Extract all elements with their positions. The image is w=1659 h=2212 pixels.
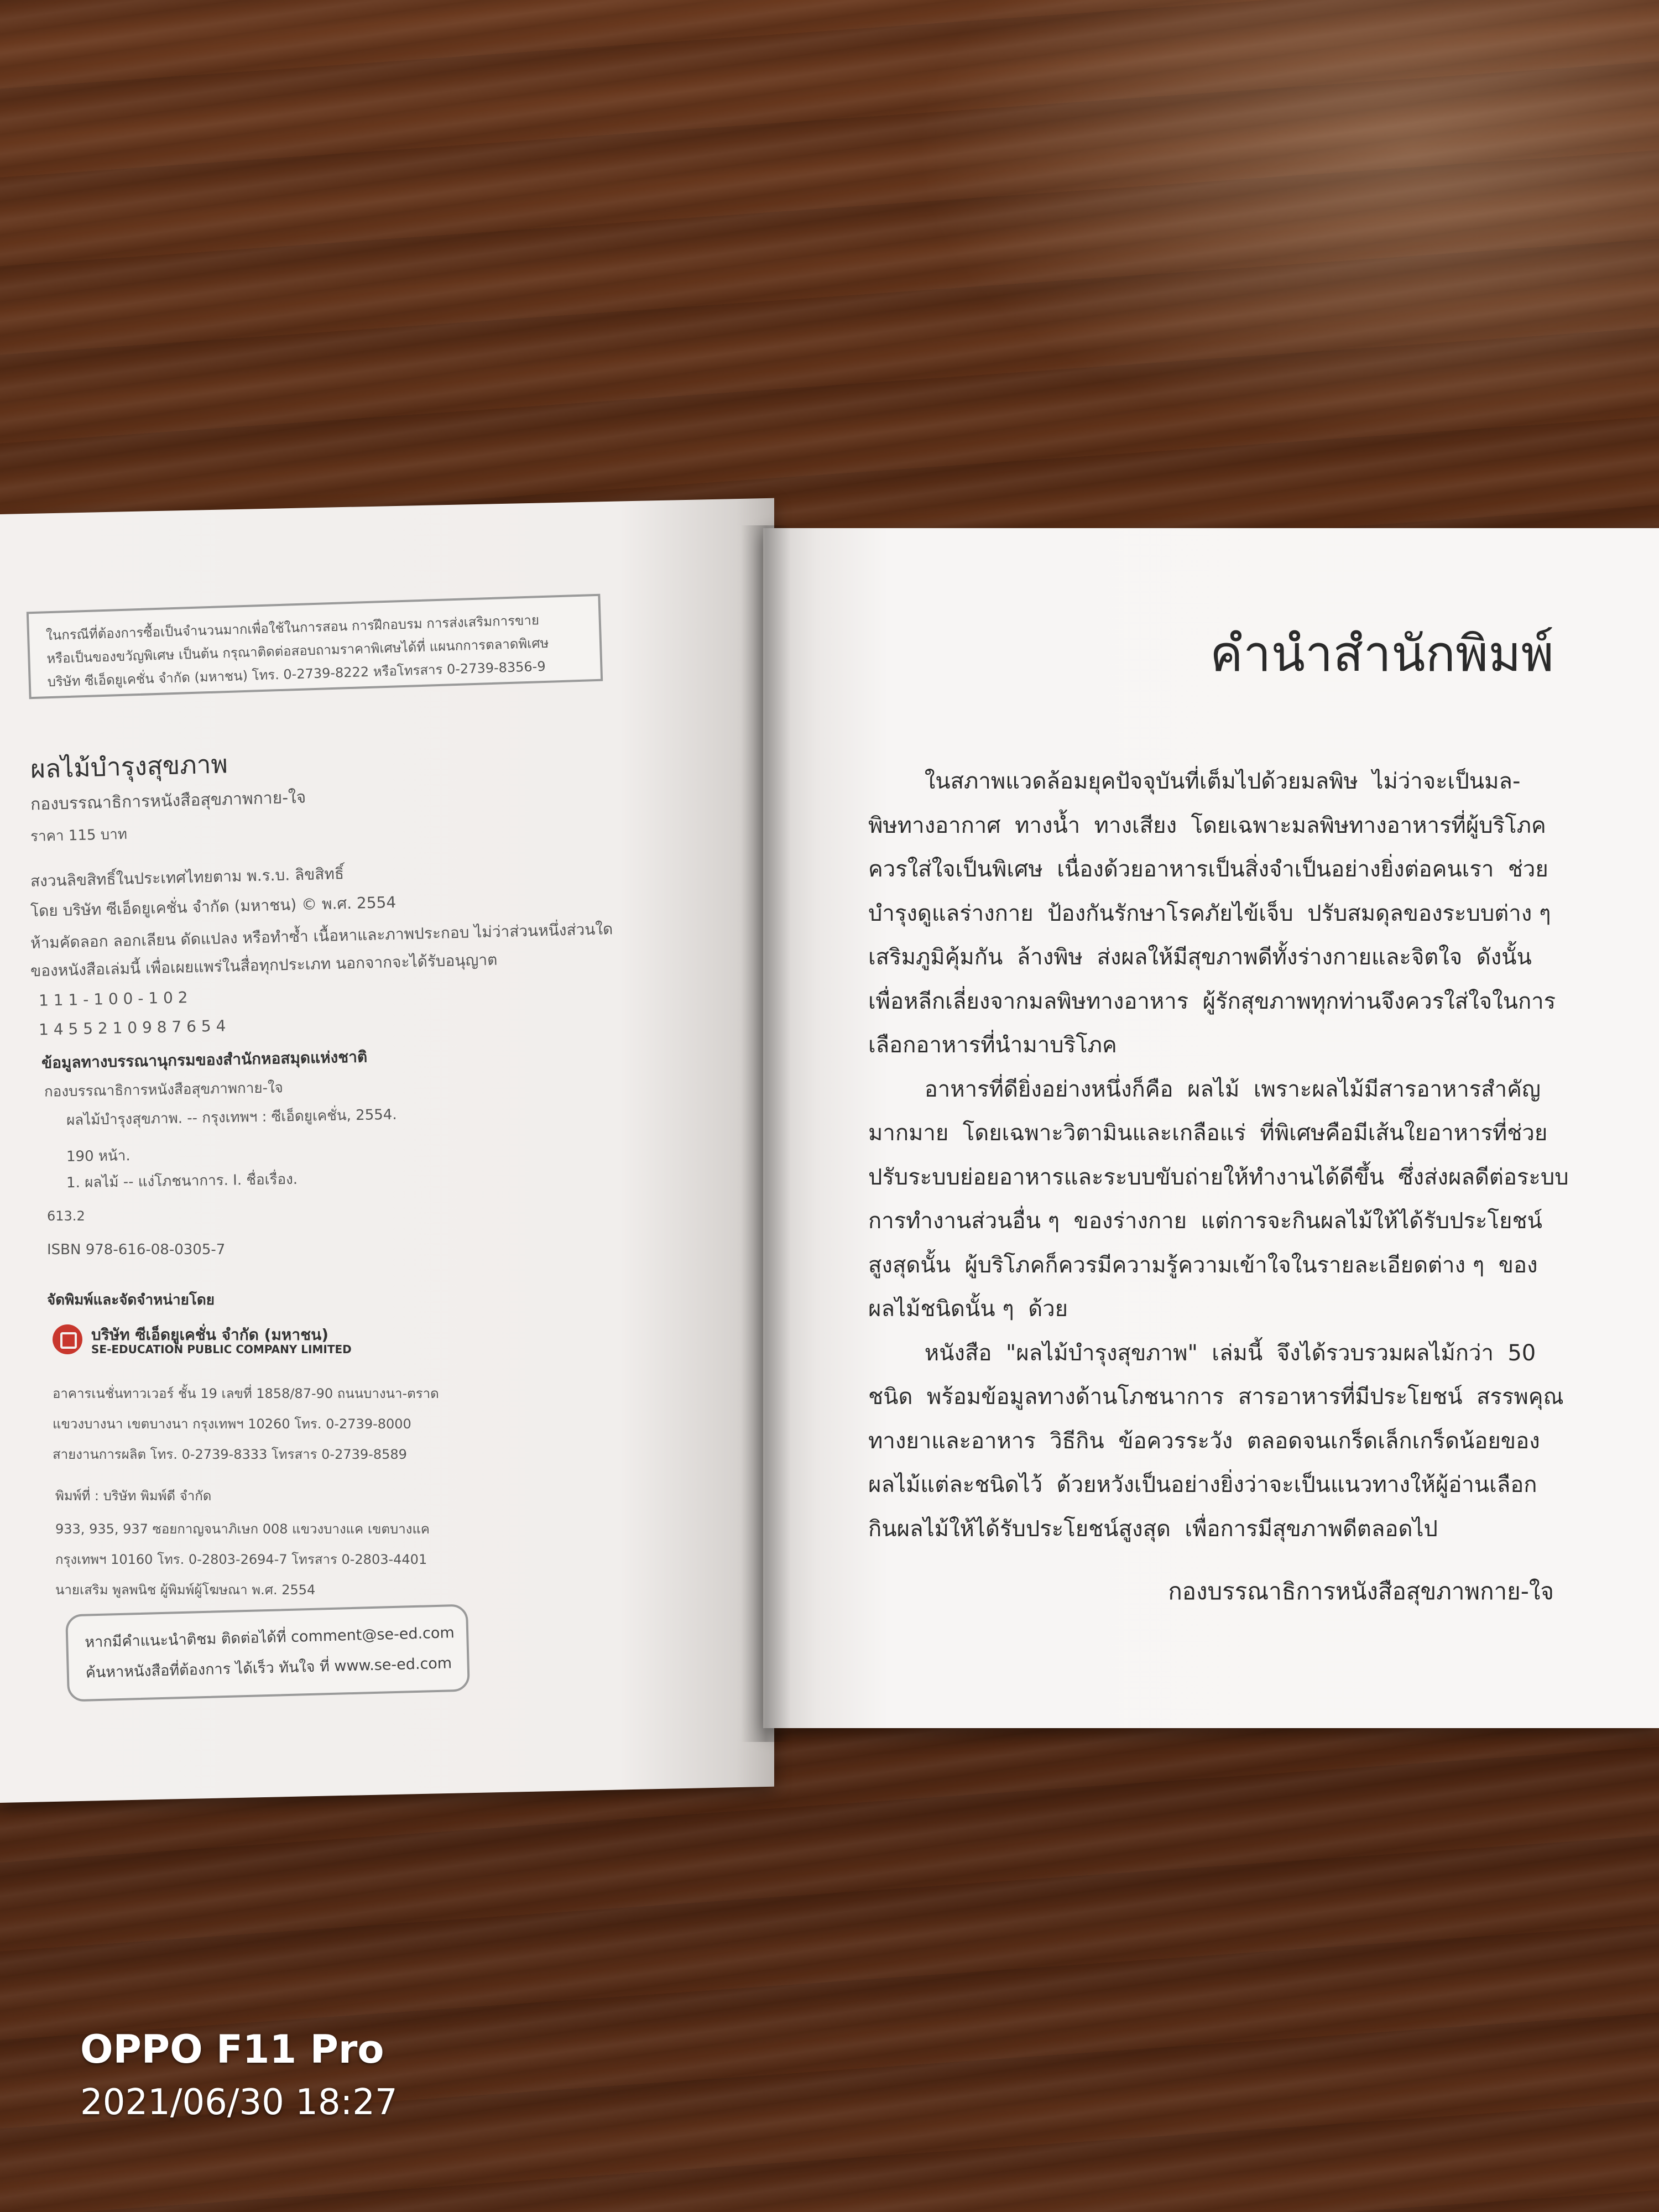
preface-line: ชนิด พร้อมข้อมูลทางด้านโภชนาการ สารอาหารที่มีประโยชน์ สรรพคุณ [868, 1384, 1564, 1410]
page-title: คำนำสำนักพิมพ์ [1209, 625, 1554, 683]
preface-line: เพื่อหลีกเลี่ยงจากมลพิษทางอาหาร ผู้รักสุขภาพทุกท่านจึงควรใส่ใจในการ [868, 988, 1556, 1014]
preface-line: การทำงานส่วนอื่น ๆ ของร่างกาย แต่การจะกินผลไม้ให้ได้รับประโยชน์ [868, 1208, 1542, 1234]
book-gutter-shadow [741, 525, 791, 1742]
preface-line: เลือกอาหารที่นำมาบริโภค [868, 1032, 1117, 1058]
publisher-name-en: SE-EDUCATION PUBLIC COMPANY LIMITED [91, 1343, 352, 1356]
catalog-line: 190 หน้า. [66, 1147, 131, 1165]
catalog-line: ผลไม้บำรุงสุขภาพ. -- กรุงเทพฯ : ซีเอ็ดยูเคชั่น, 2554. [66, 1106, 397, 1129]
printer-line: นายเสริม พูลพนิช ผู้พิมพ์ผู้โฆษณา พ.ศ. 2554 [55, 1582, 316, 1598]
notice-line: ในกรณีที่ต้องการซื้อเป็นจำนวนมากเพื่อใช้ในการสอน การฝึกอบรม การส่งเสริมการขาย [45, 612, 540, 644]
publisher-address-line: สายงานการผลิต โทร. 0-2739-8333 โทรสาร 0-2739-8589 [53, 1447, 407, 1462]
preface-line: อาหารที่ดียิ่งอย่างหนึ่งก็คือ ผลไม้ เพราะผลไม้มีสารอาหารสำคัญ [868, 1076, 1541, 1102]
editor-name: กองบรรณาธิการหนังสือสุขภาพกาย-ใจ [30, 787, 306, 815]
publisher-heading: จัดพิมพ์และจัดจำหน่ายโดย [47, 1292, 215, 1308]
price: ราคา 115 บาท [30, 826, 128, 846]
preface-line: ควรใส่ใจเป็นพิเศษ เนื่องด้วยอาหารเป็นสิ่งจำเป็นอย่างยิ่งต่อคนเรา ช่วย [868, 857, 1548, 882]
preface-line: ผลไม้ชนิดนั้น ๆ ด้วย [868, 1296, 1068, 1322]
catalog-line: 1. ผลไม้ -- แง่โภชนาการ. I. ชื่อเรื่อง. [66, 1171, 298, 1192]
book-title: ผลไม้บำรุงสุขภาพ [30, 749, 228, 784]
code-line: 1 4 5 5 2 1 0 9 8 7 6 5 4 [38, 1016, 226, 1039]
copyright-line: สงวนลิขสิทธิ์ในประเทศไทยตาม พ.ร.บ. ลิขสิทธิ์ [30, 864, 345, 890]
publisher-address-line: แขวงบางนา เขตบางนา กรุงเทพฯ 10260 โทร. 0-2739-8000 [53, 1416, 411, 1432]
bulk-order-notice-box [27, 594, 603, 700]
preface-signature: กองบรรณาธิการหนังสือสุขภาพกาย-ใจ [1168, 1578, 1554, 1605]
preface-line: พิษทางอากาศ ทางน้ำ ทางเสียง โดยเฉพาะมลพิษทางอาหารที่ผู้บริโภค [868, 812, 1546, 838]
preface-line: ในสภาพแวดล้อมยุคปัจจุบันที่เต็มไปด้วยมลพิษ ไม่ว่าจะเป็นมล- [868, 769, 1521, 794]
catalog-heading: ข้อมูลทางบรรณานุกรมของสำนักหอสมุดแห่งชาติ [41, 1047, 368, 1072]
contact-box [65, 1604, 470, 1702]
preface-line: สูงสุดนั้น ผู้บริโภคก็ควรมีความรู้ความเข้าใจในรายละเอียดต่าง ๆ ของ [868, 1252, 1538, 1278]
publisher-address-line: อาคารเนชั่นทาวเวอร์ ชั้น 19 เลขที่ 1858/87-90 ถนนบางนา-ตราด [53, 1386, 439, 1401]
code-line: 1 1 1 - 1 0 0 - 1 0 2 [38, 988, 188, 1010]
isbn: ISBN 978-616-08-0305-7 [47, 1241, 226, 1258]
preface-line: เสริมภูมิคุ้มกัน ล้างพิษ ส่งผลให้มีสุขภาพดีทั้งร่างกายและจิตใจ ดังนั้น [868, 945, 1532, 970]
contact-email-line: หากมีคำแนะนำติชม ติดต่อได้ที่ comment@se-ed.com [84, 1624, 455, 1651]
catalog-line: กองบรรณาธิการหนังสือสุขภาพกาย-ใจ [44, 1079, 284, 1100]
printer-line: กรุงเทพฯ 10160 โทร. 0-2803-2694-7 โทรสาร 0-2803-4401 [55, 1552, 427, 1567]
copyright-line: ห้ามคัดลอก ลอกเลียน ดัดแปลง หรือทำซ้ำ เนื้อหาและภาพประกอบ ไม่ว่าส่วนหนึ่งส่วนใด [30, 920, 613, 952]
printer-line: พิมพ์ที่ : บริษัท พิมพ์ดี จำกัด [55, 1488, 212, 1504]
contact-web-line: ค้นหาหนังสือที่ต้องการ ได้เร็ว ทันใจ ที่ www.se-ed.com [85, 1655, 452, 1682]
catalog-line: 613.2 [47, 1208, 85, 1224]
preface-line: ผลไม้แต่ละชนิดไว้ ด้วยหวังเป็นอย่างยิ่งว่าจะเป็นแนวทางให้ผู้อ่านเลือก [868, 1472, 1537, 1498]
preface-line: ทางยาและอาหาร วิธีกิน ข้อควรระวัง ตลอดจนเกร็ดเล็กเกร็ดน้อยของ [868, 1428, 1540, 1454]
preface-line: บำรุงดูแลร่างกาย ป้องกันรักษาโรคภัยไข้เจ็บ ปรับสมดุลของระบบต่าง ๆ [868, 900, 1551, 926]
preface-line: มากมาย โดยเฉพาะวิตามินและเกลือแร่ ที่พิเศษคือมีเส้นใยอาหารที่ช่วย [868, 1120, 1548, 1146]
preface-line: กินผลไม้ให้ได้รับประโยชน์สูงสุด เพื่อการมีสุขภาพดีตลอดไป [868, 1516, 1438, 1542]
timestamp-watermark: 2021/06/30 18:27 [80, 2082, 398, 2123]
light-glare [830, 0, 1659, 498]
notice-line: บริษัท ซีเอ็ดยูเคชั่น จำกัด (มหาชน) โทร. 0-2739-8222 หรือโทรสาร 0-2739-8356-9 [47, 658, 546, 690]
copyright-line: ของหนังสือเล่มนี้ เพื่อเผยแพร่ในสื่อทุกประเภท นอกจากจะได้รับอนุญาต [30, 950, 498, 980]
camera-model-watermark: OPPO F11 Pro [80, 2027, 384, 2072]
preface-line: หนังสือ "ผลไม้บำรุงสุขภาพ" เล่มนี้ จึงได้รวบรวมผลไม้กว่า 50 [868, 1340, 1536, 1366]
copyright-line: โดย บริษัท ซีเอ็ดยูเคชั่น จำกัด (มหาชน) © พ.ศ. 2554 [30, 893, 397, 921]
notice-line: หรือเป็นของขวัญพิเศษ เป็นต้น กรุณาติดต่อสอบถามราคาพิเศษได้ที่ แผนกการตลาดพิเศษ [46, 635, 549, 667]
publisher-name-th: บริษัท ซีเอ็ดยูเคชั่น จำกัด (มหาชน) [91, 1326, 329, 1344]
preface-line: ปรับระบบย่อยอาหารและระบบขับถ่ายให้ทำงานได้ดีขึ้น ซึ่งส่งผลดีต่อระบบ [868, 1164, 1569, 1190]
printer-line: 933, 935, 937 ซอยกาญจนาภิเษก 008 แขวงบางแค เขตบางแค [55, 1521, 430, 1537]
se-ed-logo-icon [53, 1324, 82, 1354]
